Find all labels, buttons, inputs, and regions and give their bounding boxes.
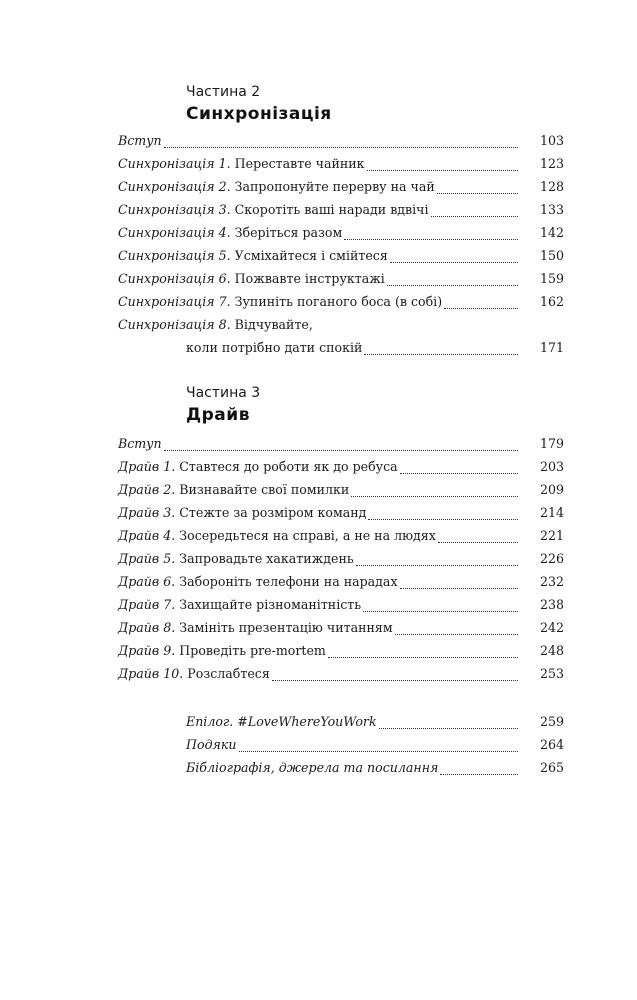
entry-page: 159 xyxy=(539,271,564,286)
toc-entry[interactable] xyxy=(118,317,564,337)
entry-page: 221 xyxy=(539,528,564,543)
entry-prefix: Синхронізація 6. xyxy=(118,271,231,286)
leader-dots xyxy=(164,449,518,451)
toc-entry[interactable] xyxy=(118,271,564,291)
toc-entry[interactable] xyxy=(118,248,564,268)
entry-page: 253 xyxy=(539,666,564,681)
toc-entry[interactable] xyxy=(118,643,564,663)
entry-page: 171 xyxy=(539,340,564,355)
entry-text: Забороніть телефони на нарадах xyxy=(175,574,398,589)
entry-page: 162 xyxy=(539,294,564,309)
toc-entry[interactable] xyxy=(118,202,564,222)
toc-entry-epilogue[interactable] xyxy=(186,714,564,734)
entry-text: Пожвавте інструктажі xyxy=(230,271,385,286)
entry-page: 123 xyxy=(539,156,564,171)
leader-dots xyxy=(164,146,518,148)
toc-entry[interactable] xyxy=(118,156,564,176)
entry-page: 232 xyxy=(539,574,564,589)
leader-dots xyxy=(438,541,518,543)
entry-prefix: Синхронізація 5. xyxy=(118,248,231,263)
entry-text: Переставте чайник xyxy=(230,156,365,171)
entry-prefix: Драйв 9. xyxy=(118,643,176,658)
entry-text: Зосередьтеся на справі, а не на людях xyxy=(175,528,436,543)
toc-entry[interactable] xyxy=(118,505,564,525)
leader-dots xyxy=(272,679,518,681)
leader-dots xyxy=(356,564,518,566)
entry-prefix: Драйв 2. xyxy=(118,482,176,497)
entry-text: Відчувайте, xyxy=(230,317,313,332)
entry-text: Проведіть pre-mortem xyxy=(175,643,326,658)
entry-prefix: Синхронізація 8. xyxy=(118,317,231,332)
entry-page: 209 xyxy=(539,482,564,497)
entry-page: 128 xyxy=(539,179,564,194)
leader-dots xyxy=(437,192,518,194)
toc-entry[interactable] xyxy=(118,294,564,314)
entry-text: Стежте за розміром команд xyxy=(175,505,367,520)
entry-prefix: Синхронізація 2. xyxy=(118,179,231,194)
entry-text: Усміхайтеся і смійтеся xyxy=(230,248,388,263)
entry-text: Запровадьте хакатиждень xyxy=(175,551,354,566)
entry-prefix: Драйв 7. xyxy=(118,597,176,612)
entry-page: 259 xyxy=(539,714,564,729)
entry-page: 265 xyxy=(539,760,564,775)
part3-title: Драйв xyxy=(186,405,250,425)
entry-page: 150 xyxy=(539,248,564,263)
toc-entry[interactable] xyxy=(118,620,564,640)
toc-entry[interactable] xyxy=(118,133,564,153)
entry-text: Захищайте різноманітність xyxy=(175,597,362,612)
leader-dots xyxy=(344,238,518,240)
toc-entry[interactable] xyxy=(118,528,564,548)
entry-prefix: Синхронізація 4. xyxy=(118,225,231,240)
leader-dots xyxy=(400,587,518,589)
leader-dots xyxy=(363,610,518,612)
toc-entry[interactable] xyxy=(118,482,564,502)
toc-entry[interactable] xyxy=(118,597,564,617)
entry-prefix: Драйв 8. xyxy=(118,620,176,635)
entry-text: Ставтеся до роботи як до ребуса xyxy=(175,459,398,474)
entry-text: Розслабтеся xyxy=(183,666,270,681)
leader-dots xyxy=(444,307,518,309)
leader-dots xyxy=(367,169,518,171)
leader-dots xyxy=(351,495,518,497)
part2-label: Частина 2 xyxy=(186,84,261,100)
entry-page: 242 xyxy=(539,620,564,635)
entry-prefix: Драйв 3. xyxy=(118,505,176,520)
entry-prefix: Синхронізація 1. xyxy=(118,156,231,171)
leader-dots xyxy=(368,518,518,520)
toc-entry[interactable] xyxy=(118,225,564,245)
entry-page: 226 xyxy=(539,551,564,566)
leader-dots xyxy=(364,353,518,355)
entry-text: Скоротіть ваші наради вдвічі xyxy=(230,202,429,217)
toc-entry[interactable] xyxy=(118,459,564,479)
leader-dots xyxy=(440,773,518,775)
entry-prefix: Вступ xyxy=(118,133,162,148)
toc-entry[interactable] xyxy=(118,179,564,199)
leader-dots xyxy=(400,472,518,474)
toc-entry[interactable] xyxy=(118,666,564,686)
entry-prefix: Синхронізація 3. xyxy=(118,202,231,217)
toc-entry[interactable] xyxy=(118,436,564,456)
entry-text: Замініть презентацію читанням xyxy=(175,620,393,635)
entry-text: Запропонуйте перерву на чай xyxy=(230,179,435,194)
entry-prefix: Драйв 10. xyxy=(118,666,184,681)
entry-prefix: Драйв 5. xyxy=(118,551,176,566)
entry-prefix: Драйв 4. xyxy=(118,528,176,543)
leader-dots xyxy=(239,750,518,752)
entry-page: 238 xyxy=(539,597,564,612)
entry-text: Зберіться разом xyxy=(230,225,343,240)
part2-title: Синхронізація xyxy=(186,104,332,124)
entry-page: 103 xyxy=(539,133,564,148)
toc-entry[interactable] xyxy=(186,340,564,360)
entry-page: 203 xyxy=(539,459,564,474)
leader-dots xyxy=(395,633,518,635)
toc-entry[interactable] xyxy=(118,574,564,594)
entry-prefix: Синхронізація 7. xyxy=(118,294,231,309)
entry-page: 179 xyxy=(539,436,564,451)
entry-page: 214 xyxy=(539,505,564,520)
entry-prefix: Вступ xyxy=(118,436,162,451)
entry-text: Подяки xyxy=(186,737,237,752)
leader-dots xyxy=(390,261,518,263)
leader-dots xyxy=(328,656,518,658)
leader-dots xyxy=(379,727,518,729)
entry-prefix: Драйв 1. xyxy=(118,459,176,474)
entry-page: 133 xyxy=(539,202,564,217)
toc-entry-acknowledgements[interactable] xyxy=(186,737,564,757)
entry-text: коли потрібно дати спокій xyxy=(186,340,363,355)
entry-text: Бібліографія, джерела та посилання xyxy=(186,760,439,775)
entry-text: Визнавайте свої помилки xyxy=(175,482,350,497)
entry-text: Зупиніть поганого боса (в собі) xyxy=(230,294,443,309)
toc-entry-bibliography[interactable] xyxy=(186,760,564,780)
entry-page: 142 xyxy=(539,225,564,240)
entry-prefix: Драйв 6. xyxy=(118,574,176,589)
toc-entry[interactable] xyxy=(118,551,564,571)
leader-dots xyxy=(431,215,518,217)
part3-label: Частина 3 xyxy=(186,385,261,401)
entry-text: Епілог. #LoveWhereYouWork xyxy=(186,714,377,729)
entry-page: 264 xyxy=(539,737,564,752)
entry-page: 248 xyxy=(539,643,564,658)
leader-dots xyxy=(387,284,518,286)
